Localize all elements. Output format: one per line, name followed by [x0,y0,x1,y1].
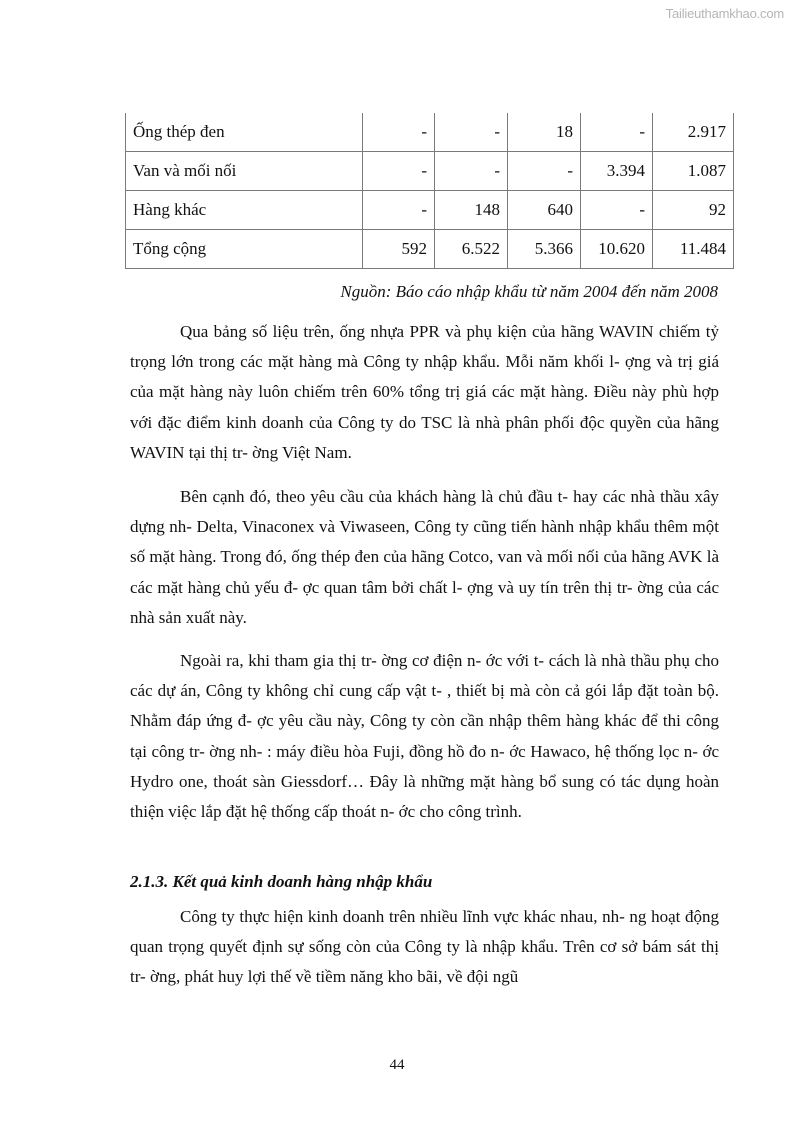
table-cell: 18 [508,113,581,152]
table-cell: - [435,113,508,152]
table-cell: 1.087 [653,152,734,191]
table-row [126,191,734,230]
paragraph [130,646,719,827]
table-cell: 10.620 [581,230,653,269]
row-label: Van và mối nối [126,152,363,191]
paragraph [130,482,719,633]
table-row [126,152,734,191]
table-cell: 11.484 [653,230,734,269]
table-cell: 6.522 [435,230,508,269]
source-note: Nguồn: Báo cáo nhập khẩu từ năm 2004 đến năm 2008 [340,282,718,301]
paragraph [130,317,719,468]
import-table [125,113,734,269]
paragraph-text: Qua bảng số liệu trên, ống nhựa PPR và phụ kiện của hãng WAVIN chiếm tỷ trọng lớn trong các mặt hàng mà Công ty nhập khẩu. Mỗi năm khối l- ợng và trị giá của mặt hàng này luôn chiếm trên 60% tổng trị giá các mặt hàng. Điều này phù hợp với đặc điểm kinh doanh của Công ty do TSC là nhà phân phối độc quyền của hãng WAVIN tại thị tr- ờng Việt Nam. [130,322,719,462]
table-cell: - [435,152,508,191]
table-cell: 640 [508,191,581,230]
paragraph-text: Công ty thực hiện kinh doanh trên nhiều lĩnh vực khác nhau, nh- ng hoạt động quan trọng quyết định sự sống còn của Công ty là nhập khẩu. Trên cơ sở bám sát thị tr- ờng, phát huy lợi thế về tiềm năng kho bãi, về đội ngũ [130,907,719,987]
table-cell: 5.366 [508,230,581,269]
table-cell: - [508,152,581,191]
table-row-total [126,230,734,269]
paragraph-text: Ngoài ra, khi tham gia thị tr- ờng cơ điện n- ớc với t- cách là nhà thầu phụ cho các dự án, Công ty không chỉ cung cấp vật t- , thiết bị mà còn cả gói lắp đặt toàn bộ. Nhằm đáp ứng đ- ợc yêu cầu này, Công ty còn cần nhập thêm hàng khác để thi công tại công tr- ờng nh- : máy điều hòa Fuji, đồng hồ đo n- ớc Hawaco, hệ thống lọc n- ớc Hydro one, thoát sàn Giessdorf… Đây là những mặt hàng bổ sung có tác dụng hoàn thiện việc lắp đặt hệ thống cấp thoát n- ớc cho công trình. [130,651,719,822]
table-cell: - [363,191,435,230]
row-label: Hàng khác [126,191,363,230]
table-cell: 92 [653,191,734,230]
table-cell: 3.394 [581,152,653,191]
watermark: Tailieuthamkhao.com [665,6,784,21]
page-number: 44 [389,1057,405,1073]
paragraph-text: Bên cạnh đó, theo yêu cầu của khách hàng là chủ đầu t- hay các nhà thầu xây dựng nh- Delta, Vinaconex và Viwaseen, Công ty cũng tiến hành nhập khẩu thêm một số mặt hàng. Trong đó, ống thép đen của hãng Cotco, van và mối nối của hãng AVK là các mặt hàng chủ yếu đ- ợc quan tâm bởi chất l- ợng và uy tín trên thị tr- ờng của các nhà sản xuất này. [130,487,719,627]
table-cell: - [581,191,653,230]
table-cell: - [581,113,653,152]
table-row [126,113,734,152]
table-cell: 2.917 [653,113,734,152]
section-heading: 2.1.3. Kết quả kinh doanh hàng nhập khẩu [130,872,433,891]
paragraph [130,902,719,993]
table-cell: - [363,152,435,191]
table-cell: - [363,113,435,152]
table-cell: 592 [363,230,435,269]
row-label: Tổng cộng [126,230,363,269]
row-label: Ống thép đen [126,113,363,152]
table-cell: 148 [435,191,508,230]
